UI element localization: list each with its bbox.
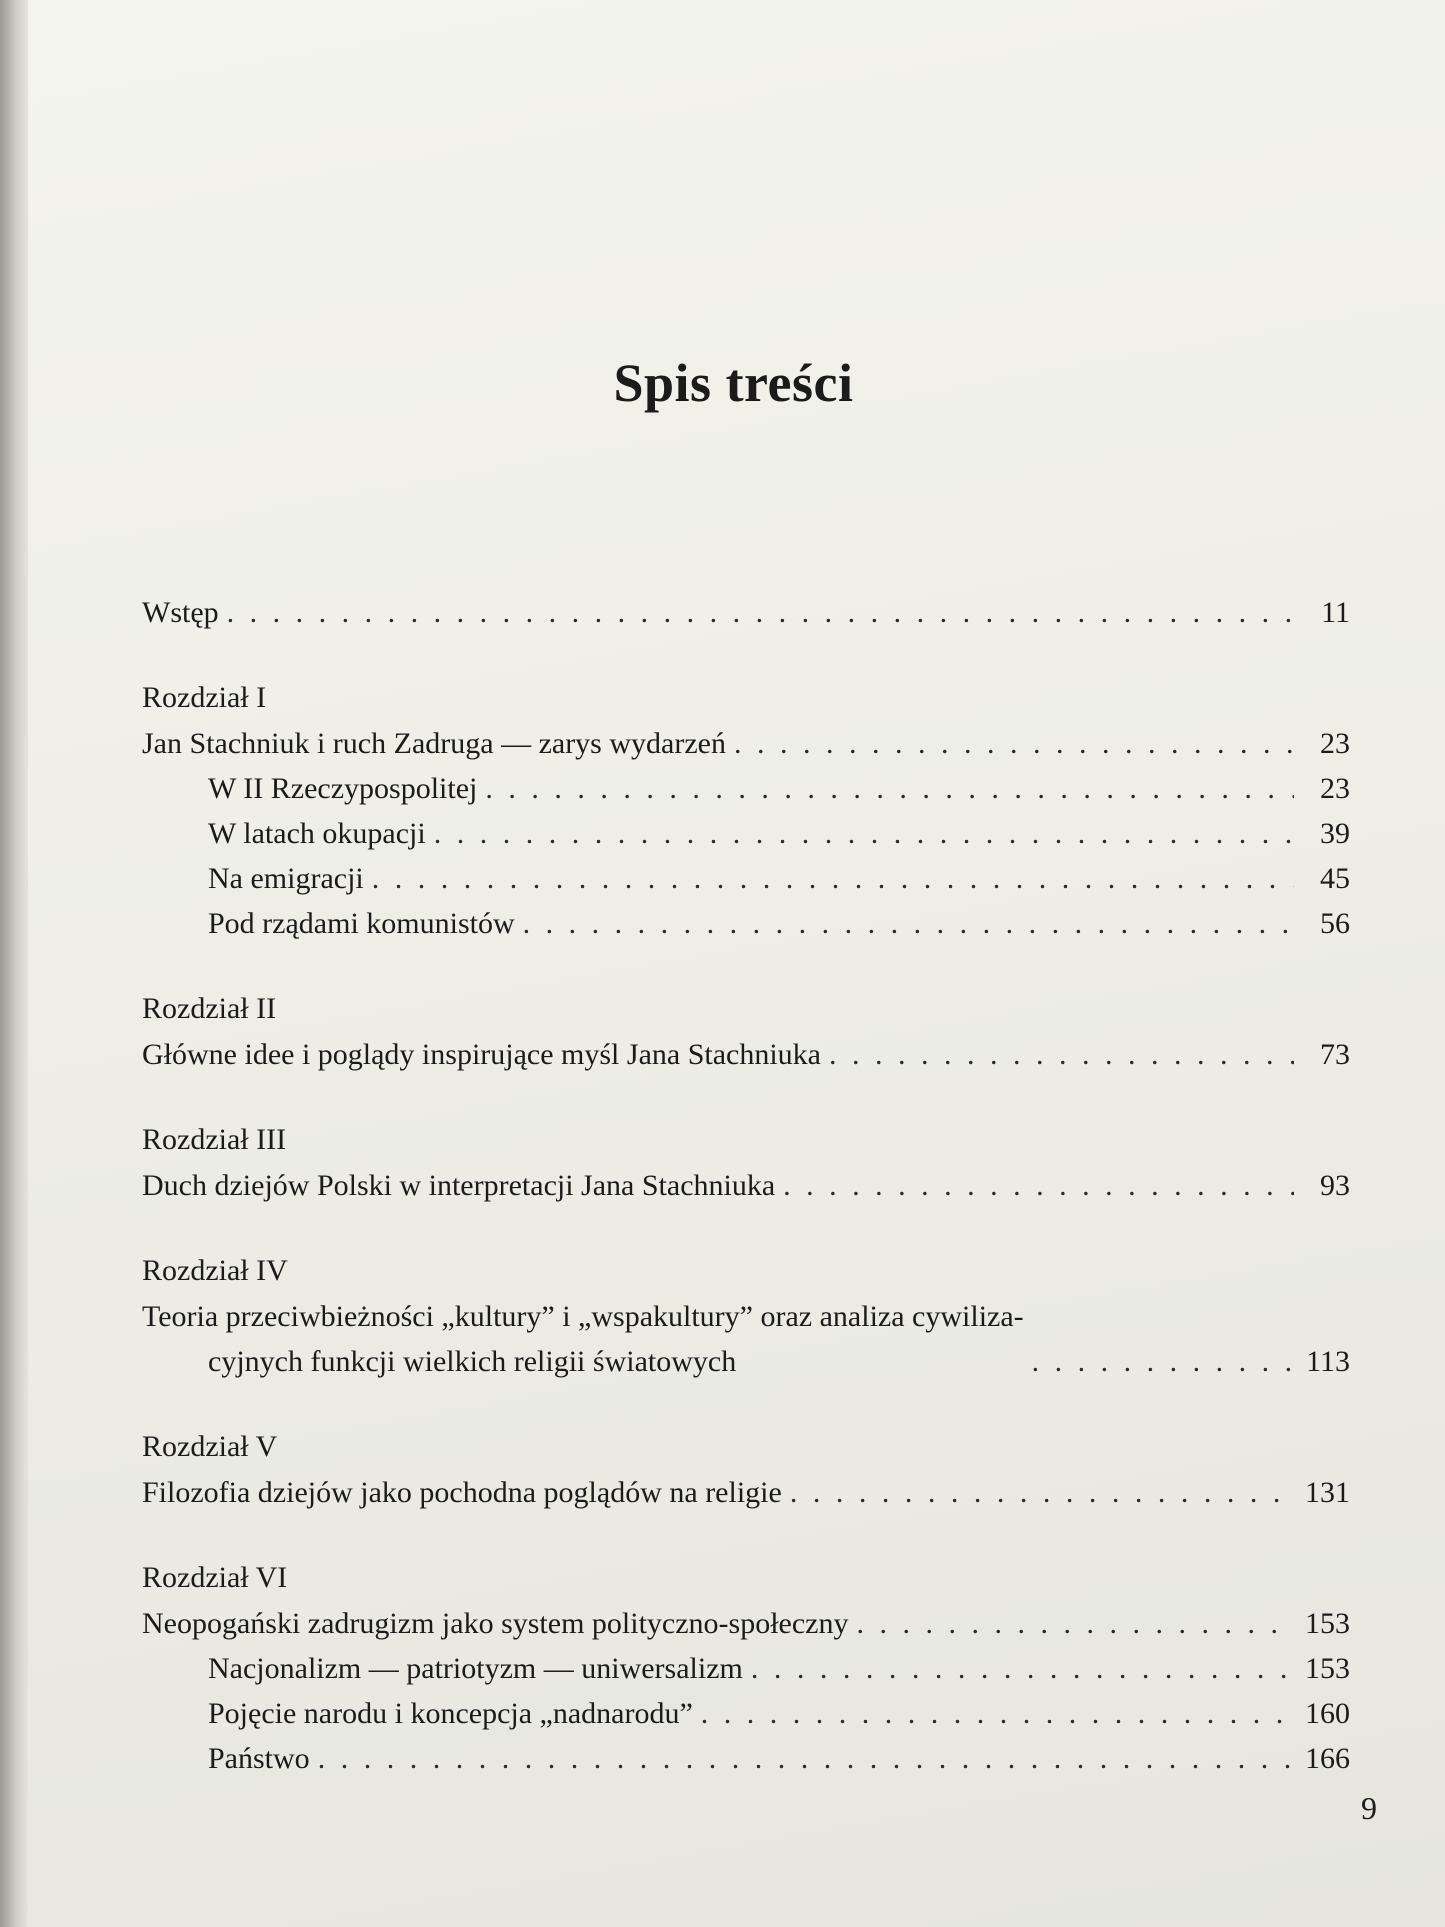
toc-entry-title: W latach okupacji [208, 817, 426, 850]
toc-section-chapter-1 [142, 675, 1350, 946]
toc-entry-title: Duch dziejów Polski w interpretacji Jana Stachniuka [142, 1169, 776, 1202]
toc-entry [142, 1601, 1350, 1646]
toc-entry-title: Filozofia dziejów jako pochodna poglądów na religie [142, 1476, 782, 1509]
dot-leader [523, 901, 1294, 946]
toc-subentry [142, 1736, 1350, 1781]
toc-entry-title-line-2: cyjnych funkcji wielkich religii światowych [208, 1345, 737, 1378]
dot-leader [829, 1032, 1294, 1077]
toc-entry-page: 93 [1320, 1169, 1350, 1202]
dot-leader [734, 721, 1294, 766]
dot-leader [751, 1646, 1294, 1691]
chapter-label: Rozdział I [142, 681, 267, 714]
toc-entry-title: Wstęp [142, 596, 219, 629]
page-title: Spis treści [613, 353, 854, 413]
toc-entry-page: 45 [1320, 862, 1350, 895]
dot-leader [790, 1470, 1294, 1515]
toc-subentry [142, 856, 1350, 901]
dot-leader [434, 811, 1294, 856]
toc-entry-page: 113 [1306, 1345, 1350, 1378]
toc-entry-title [142, 1294, 1024, 1384]
toc-subentry [142, 766, 1350, 811]
chapter-label: Rozdział V [142, 1430, 278, 1463]
toc-entry-page: 153 [1305, 1607, 1350, 1640]
page-number: 9 [1361, 1790, 1377, 1826]
toc-entry [142, 721, 1350, 766]
toc-entry-page: 23 [1320, 727, 1350, 760]
toc-entry [142, 1470, 1350, 1515]
toc-entry-page: 11 [1321, 596, 1350, 629]
toc-subentry [142, 901, 1350, 946]
toc-entry-page: 153 [1305, 1652, 1350, 1685]
toc-entry [142, 1294, 1350, 1384]
chapter-label: Rozdział III [142, 1123, 287, 1156]
dot-leader [1032, 1339, 1294, 1384]
toc-entry-page: 23 [1320, 772, 1350, 805]
dot-leader [372, 856, 1294, 901]
toc-section-chapter-2 [142, 986, 1350, 1077]
toc-entry-title: Neopogański zadrugizm jako system polityczno-społeczny [142, 1607, 849, 1640]
toc-section-chapter-3 [142, 1117, 1350, 1208]
toc-entry-title: Pojęcie narodu i koncepcja „nadnarodu” [208, 1697, 693, 1730]
toc-section-chapter-5 [142, 1424, 1350, 1515]
chapter-label: Rozdział VI [142, 1561, 288, 1594]
toc-entry-title: Państwo [208, 1742, 310, 1775]
toc-entry-page: 166 [1305, 1742, 1350, 1775]
toc-subentry [142, 811, 1350, 856]
dot-leader [856, 1601, 1294, 1646]
chapter-label: Rozdział IV [142, 1254, 288, 1287]
toc-subentry [142, 1646, 1350, 1691]
book-spine-edge [0, 0, 28, 1927]
toc-entry-title: Jan Stachniuk i ruch Zadruga — zarys wydarzeń [142, 727, 726, 760]
toc-entry-page: 160 [1305, 1697, 1350, 1730]
toc-entry-title: Główne idee i poglądy inspirujące myśl Jana Stachniuka [142, 1038, 821, 1071]
toc-entry-title: W II Rzeczypospolitej [208, 772, 478, 805]
table-of-contents [142, 590, 1350, 1821]
toc-entry-page: 73 [1320, 1038, 1350, 1071]
toc-entry-page: 39 [1320, 817, 1350, 850]
toc-section-intro [142, 590, 1350, 635]
dot-leader [227, 590, 1294, 635]
toc-entry [142, 1032, 1350, 1077]
toc-entry-title: Nacjonalizm — patriotyzm — uniwersalizm [208, 1652, 743, 1685]
toc-section-chapter-4 [142, 1248, 1350, 1384]
dot-leader [318, 1736, 1294, 1781]
toc-section-chapter-6 [142, 1555, 1350, 1781]
toc-entry-page: 56 [1320, 907, 1350, 940]
chapter-label: Rozdział II [142, 992, 277, 1025]
dot-leader [701, 1691, 1294, 1736]
toc-entry-page: 131 [1305, 1476, 1350, 1509]
dot-leader [783, 1163, 1294, 1208]
toc-entry-title-line-1: Teoria przeciwbieżności „kultury” i „wspakultury” oraz analiza cywiliza- [142, 1300, 1024, 1333]
toc-entry-title: Na emigracji [208, 862, 364, 895]
toc-subentry [142, 1691, 1350, 1736]
book-page [28, 0, 1445, 1927]
toc-entry [142, 590, 1350, 635]
dot-leader [485, 766, 1294, 811]
toc-entry [142, 1163, 1350, 1208]
toc-entry-title: Pod rządami komunistów [208, 907, 515, 940]
